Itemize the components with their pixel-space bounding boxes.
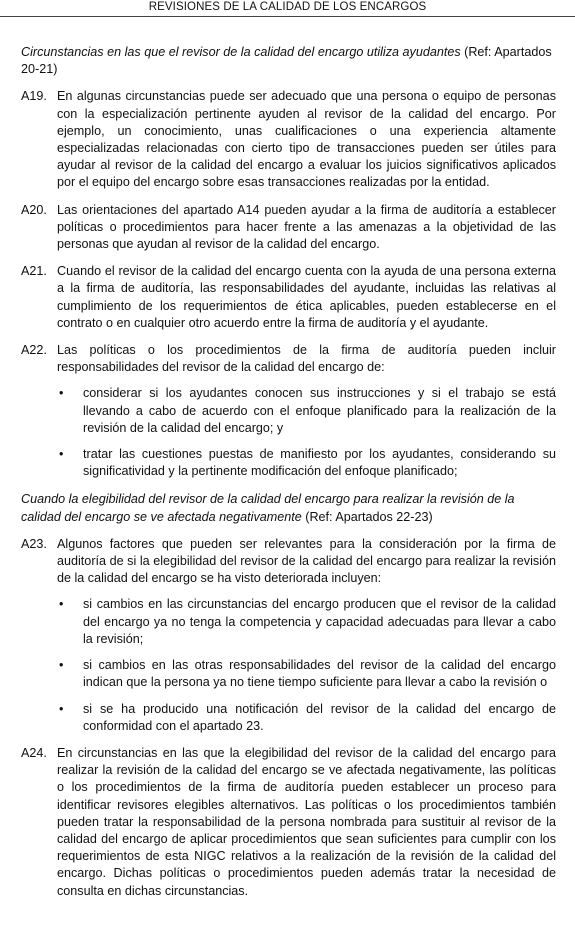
list-item bbox=[57, 385, 556, 437]
paragraph-a20 bbox=[21, 202, 556, 254]
section-heading-ayudantes bbox=[21, 44, 556, 78]
list-item-text: si cambios en las circunstancias del encargo producen que el revisor de la calidad del encargo ya no tenga la competencia y capacidad adecuadas para llevar a cabo la revisión; bbox=[83, 597, 556, 646]
paragraph-a23 bbox=[21, 536, 556, 735]
paragraph-a22 bbox=[21, 342, 556, 480]
paragraph-text: Las políticas o los procedimientos de la firma de auditoría pueden incluir responsabilidades del revisor de la calidad del encargo de: bbox=[57, 343, 556, 375]
section-heading-ref: (Ref: Apartados 20-21) bbox=[21, 45, 552, 77]
bullet-icon: • bbox=[59, 701, 64, 716]
paragraph-number: A20. bbox=[21, 202, 47, 217]
bullet-icon: • bbox=[59, 597, 64, 612]
paragraph-body bbox=[57, 536, 556, 735]
list-item bbox=[57, 596, 556, 648]
paragraph-a19 bbox=[21, 88, 556, 191]
list-item bbox=[57, 657, 556, 691]
paragraph-text: Algunos factores que pueden ser relevantes para la consideración por la firma de auditoría de si la elegibilidad del revisor de la calidad del encargo para realizar la revisión de la calidad del encargo se ha visto deteriorada incluyen: bbox=[57, 536, 556, 586]
paragraph-text: En algunas circunstancias puede ser adecuado que una persona o equipo de personas con la especialización pertinente ayuden al revisor de la calidad del encargo. Por ejemplo, un conocimiento, unas cualificaciones o una experiencia altamente especializadas relacionadas con cierto tipo de transacciones pueden ser útiles para ayudar al revisor de la calidad del encargo a evaluar los juicios significativos aplicados por el equipo del encargo sobre esas transacciones realizadas por la entidad. bbox=[57, 89, 556, 190]
paragraph-number: A24. bbox=[21, 745, 47, 760]
paragraph-body bbox=[57, 342, 556, 480]
paragraph-text: En circunstancias en las que la elegibilidad del revisor de la calidad del encargo para realizar la revisión de la calidad del encargo se ve afectada negativamente, las políticas o los procedimientos de la firma de auditoría pueden establecer un proceso para identificar revisores elegibles alternativos. Las políticas o los procedimientos también pueden tratar la responsabilidad de la persona nombrada para sustituir al revisor de la calidad del encargo de aplicar procedimientos que sean suficientes para cumplir con los requerimientos de esta NIGC relativos a la realización de la revisión de la calidad del encargo. Dichas políticas o procedimientos pueden además tratar la necesidad de consulta en dichas circunstancias. bbox=[57, 745, 556, 898]
section-heading-text: Circunstancias en las que el revisor de la calidad del encargo utiliza ayudantes bbox=[21, 45, 461, 59]
section-heading-ref: (Ref: Apartados 22-23) bbox=[305, 509, 433, 524]
paragraph-number: A19. bbox=[21, 89, 47, 104]
running-header: REVISIONES DE LA CALIDAD DE LOS ENCARGOS bbox=[0, 0, 575, 17]
bullet-icon: • bbox=[59, 658, 64, 673]
list-item-text: considerar si los ayudantes conocen sus instrucciones y si el trabajo se está llevando a cabo de acuerdo con el enfoque planificado para la realización de la revisión de la calidad del encargo; y bbox=[83, 386, 556, 435]
list-item bbox=[57, 701, 556, 735]
list-item bbox=[57, 446, 556, 480]
paragraph-text: Cuando el revisor de la calidad del encargo cuenta con la ayuda de una persona externa a la firma de auditoría, las responsabilidades del ayudante, incluidas las relativas al cumplimiento de los requerimientos de ética aplicables, pueden establecerse en el contrato o en cualquier otro acuerdo entre la firma de auditoría y el ayudante. bbox=[57, 264, 556, 330]
list-item-text: si se ha producido una notificación del revisor de la calidad del encargo de conformidad con el apartado 23. bbox=[83, 701, 556, 733]
list-item-text: tratar las cuestiones puestas de manifiesto por los ayudantes, considerando su significatividad y la pertinente modificación del enfoque planificado; bbox=[83, 447, 556, 479]
bullet-icon: • bbox=[59, 386, 64, 401]
paragraph-a21 bbox=[21, 263, 556, 332]
bullet-icon: • bbox=[59, 447, 64, 462]
paragraph-a24 bbox=[21, 745, 556, 900]
list-item-text: si cambios en las otras responsabilidades del revisor de la calidad del encargo indican que la persona ya no tiene tiempo suficiente para llevar a cabo la revisión o bbox=[83, 658, 556, 690]
paragraph-number: A21. bbox=[21, 264, 47, 279]
paragraph-number: A22. bbox=[21, 343, 47, 358]
section-heading-text: Cuando la elegibilidad del revisor de la calidad del encargo para realizar la revisión de la calidad del encargo se ve afectada negativamente bbox=[21, 492, 515, 524]
paragraph-text: Las orientaciones del apartado A14 pueden ayudar a la firma de auditoría a establecer políticas o procedimientos para hacer frente a las amenazas a la objetividad de las personas que ayudan al revisor de la calidad del encargo. bbox=[57, 202, 556, 252]
section-heading-elegibilidad bbox=[21, 491, 556, 525]
paragraph-number: A23. bbox=[21, 536, 47, 551]
